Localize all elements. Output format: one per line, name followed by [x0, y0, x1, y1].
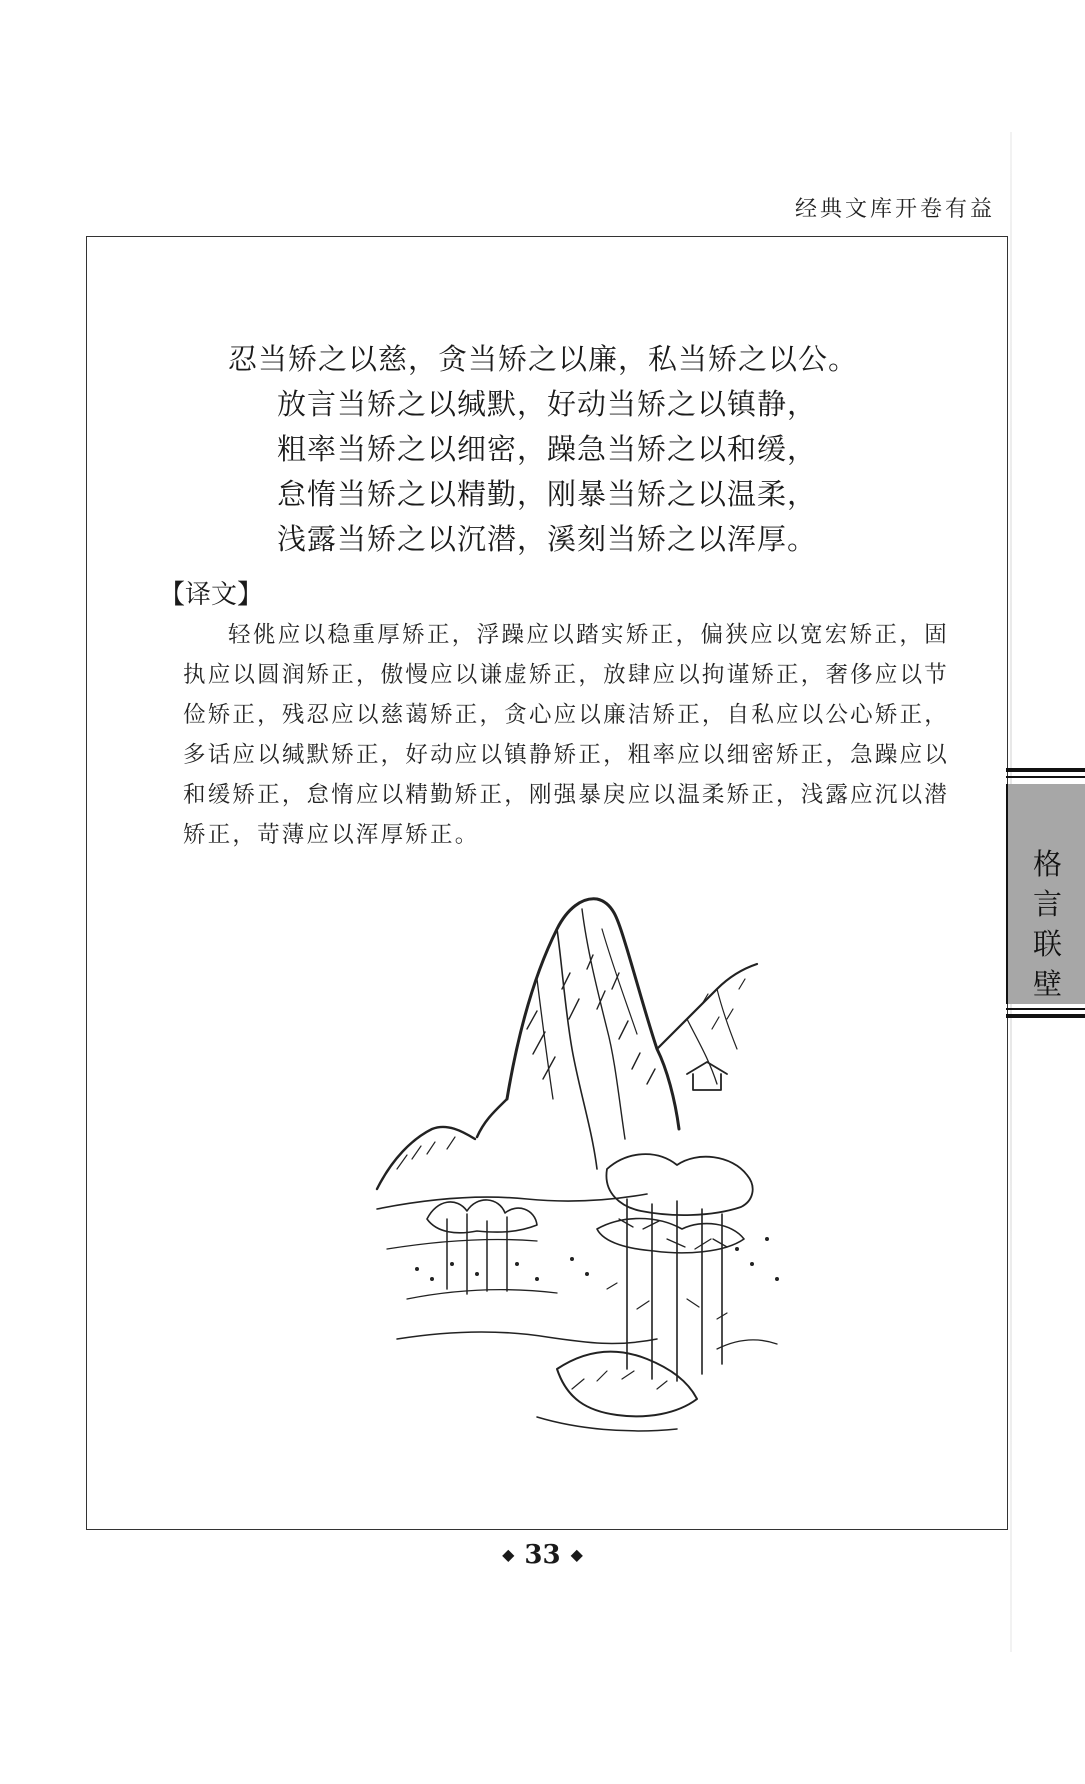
tab-bottom-rule: [1006, 1014, 1085, 1018]
tab-bottom-rule-thin: [1006, 1008, 1085, 1010]
verse-line: 怠惰当矫之以精勤，刚暴当矫之以温柔，: [276, 477, 817, 511]
chapter-side-tab: [1006, 768, 1085, 1020]
tab-top-rule: [1006, 768, 1085, 772]
verse-block: [87, 337, 1007, 562]
tab-char: 言: [1032, 887, 1062, 921]
translation-text: [183, 615, 949, 855]
diamond-left-icon: ◆: [502, 1545, 515, 1564]
mountain-landscape-illustration: [357, 869, 887, 1449]
tab-label: [1008, 844, 1085, 1004]
verse-line: 忍当矫之以慈，贪当矫之以廉，私当矫之以公。: [227, 342, 858, 376]
translation-paragraph: 轻佻应以稳重厚矫正，浮躁应以踏实矫正，偏狭应以宽宏矫正，固执应以圆润矫正，傲慢应以谦虚矫正，放肆应以拘谨矫正，奢侈应以节俭矫正，残忍应以慈蔼矫正，贪心应以廉洁矫正，自私应以公心矫正，多话应以缄默矫正，好动应以镇静矫正，粗率应以细密矫正，急躁应以和缓矫正，怠惰应以精勤矫正，刚强暴戾应以温柔矫正，浅露应沉以潜矫正，苛薄应以浑厚矫正。: [183, 622, 949, 848]
tab-body: [1006, 784, 1085, 1004]
content-frame: [86, 236, 1008, 1530]
translation-heading: 【译文】: [159, 580, 264, 610]
verse-line: 浅露当矫之以沉潜，溪刻当矫之以浑厚。: [276, 522, 817, 556]
page-number-value: 33: [524, 1540, 561, 1570]
verse-line: 放言当矫之以缄默，好动当矫之以镇静，: [276, 387, 817, 421]
diamond-right-icon: ◆: [570, 1545, 583, 1564]
tab-top-rule-thin: [1006, 776, 1085, 778]
tab-char: 壁: [1032, 967, 1062, 1001]
page-number: [0, 1540, 1085, 1570]
running-header: 经典文库开卷有益: [794, 197, 995, 222]
tab-char: 联: [1032, 927, 1062, 961]
verse-line: 粗率当矫之以细密，躁急当矫之以和缓，: [276, 432, 817, 466]
tab-char: 格: [1032, 847, 1062, 881]
